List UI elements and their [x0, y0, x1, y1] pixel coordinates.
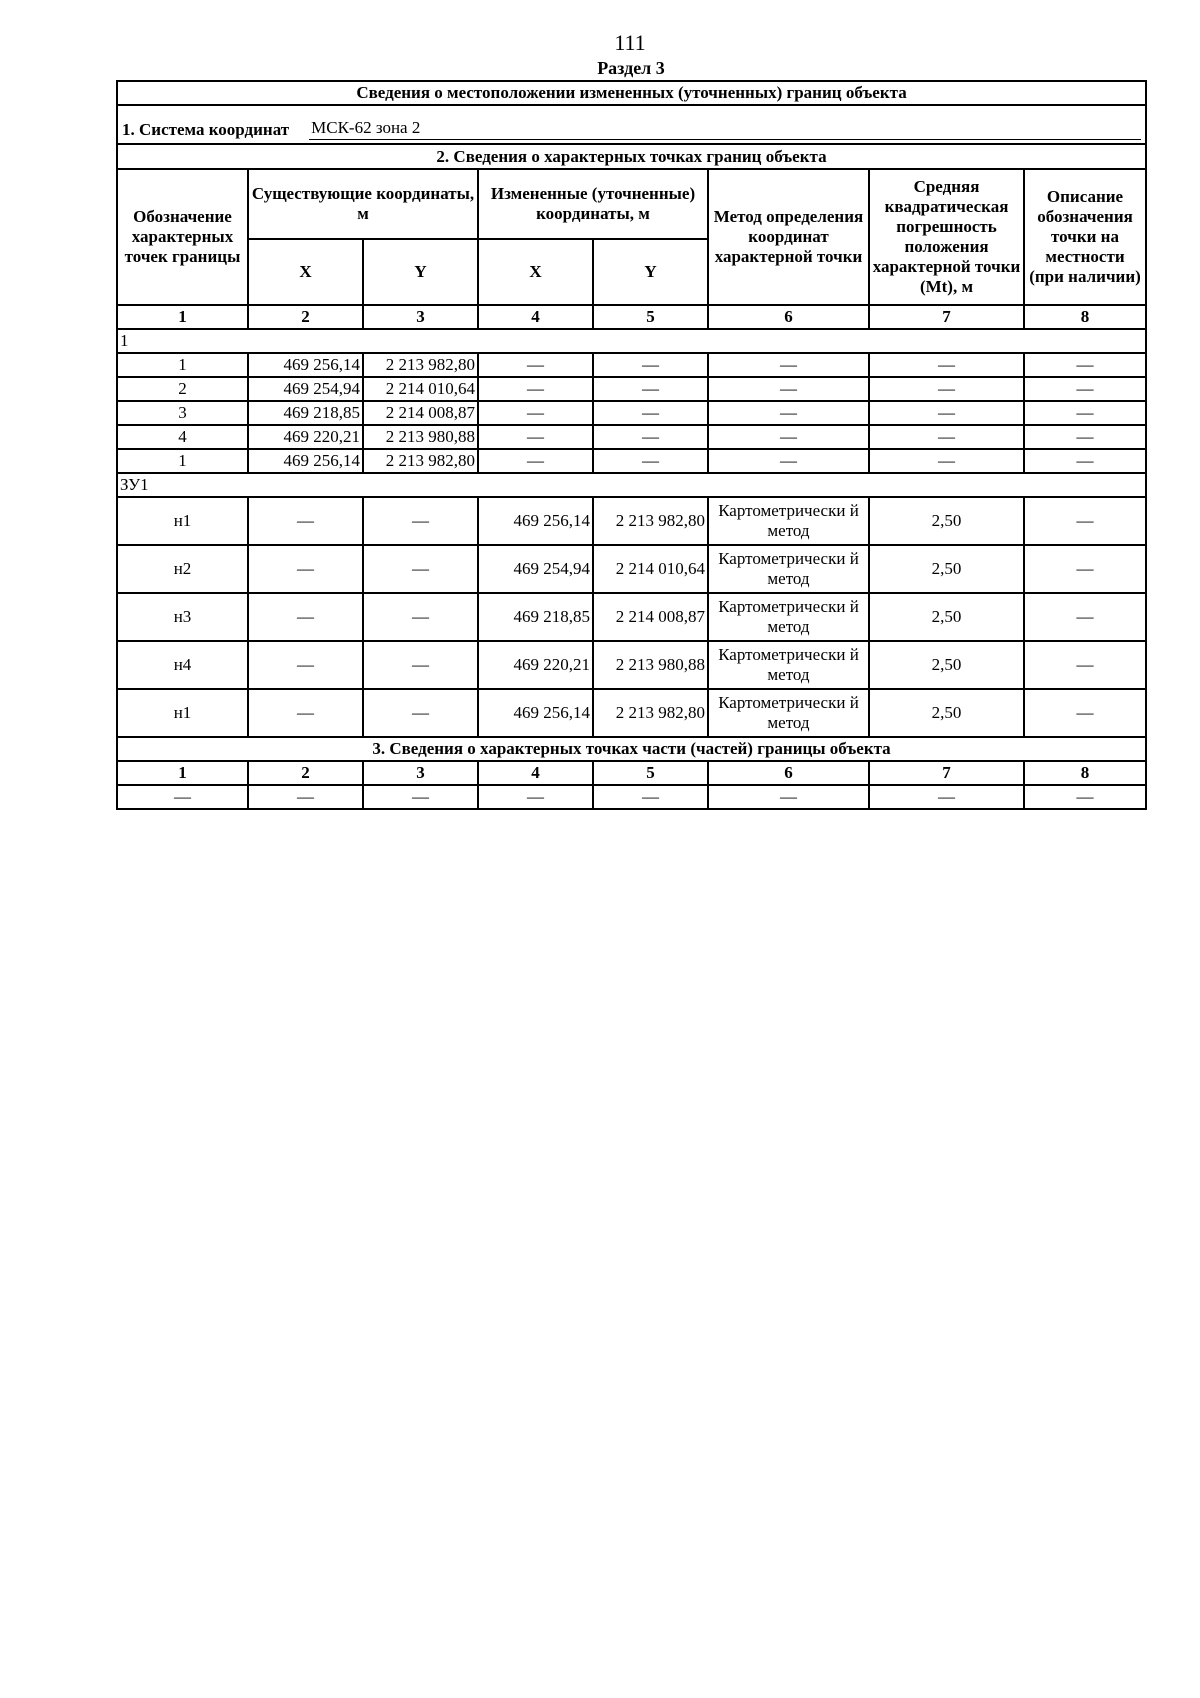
table-cell: 469 256,14	[248, 449, 363, 473]
table-cell: 469 220,21	[248, 425, 363, 449]
coord-system-label: 1. Система координат	[122, 119, 290, 139]
col-number: 1	[117, 761, 248, 785]
table-title: Сведения о местоположении измененных (уточненных) границ объекта	[117, 81, 1146, 105]
table-cell: н1	[117, 689, 248, 737]
header-description: Описание обозначения точки на местности (при наличии)	[1024, 169, 1146, 305]
table-cell: Картометрически й метод	[708, 641, 869, 689]
table-title-row	[117, 81, 1146, 105]
table-cell: 2 214 010,64	[363, 377, 478, 401]
table-cell: —	[1024, 377, 1146, 401]
column-numbers-row	[117, 761, 1146, 785]
table-cell: —	[363, 545, 478, 593]
table-cell: —	[869, 449, 1024, 473]
group-label-row	[117, 329, 1146, 353]
col-number: 8	[1024, 761, 1146, 785]
table-cell: 469 256,14	[478, 497, 593, 545]
table-cell: 1	[117, 353, 248, 377]
table-cell: —	[1024, 449, 1146, 473]
col-number: 2	[248, 305, 363, 329]
table-row	[117, 449, 1146, 473]
subsection2-title-row	[117, 144, 1146, 169]
subsection3-title: 3. Сведения о характерных точках части (частей) границы объекта	[117, 737, 1146, 761]
table-cell: —	[363, 785, 478, 809]
table-cell: н1	[117, 497, 248, 545]
table-cell: —	[248, 497, 363, 545]
table-cell: Картометрически й метод	[708, 689, 869, 737]
boundary-table-wrapper	[116, 80, 1145, 810]
table-cell: —	[478, 785, 593, 809]
group1-label: 1	[117, 329, 1146, 353]
table-row	[117, 425, 1146, 449]
table-cell: —	[708, 353, 869, 377]
table-cell: —	[708, 449, 869, 473]
table-cell: 2 213 982,80	[363, 449, 478, 473]
col-number: 8	[1024, 305, 1146, 329]
header-method: Метод определения координат характерной точки	[708, 169, 869, 305]
table-cell: —	[708, 425, 869, 449]
header-existing-y: Y	[363, 239, 478, 305]
table-cell: 469 254,94	[478, 545, 593, 593]
table-cell: —	[478, 449, 593, 473]
table-cell: —	[593, 785, 708, 809]
table-cell: —	[593, 353, 708, 377]
table-row	[117, 785, 1146, 809]
table-cell: —	[478, 377, 593, 401]
table-cell: 2,50	[869, 545, 1024, 593]
table-cell: —	[708, 785, 869, 809]
col-number: 3	[363, 761, 478, 785]
table-cell: —	[248, 689, 363, 737]
table-cell: 2,50	[869, 593, 1024, 641]
table-cell: 1	[117, 449, 248, 473]
table-cell: 469 220,21	[478, 641, 593, 689]
table-cell: —	[1024, 689, 1146, 737]
table-cell: 2 213 980,88	[593, 641, 708, 689]
table-cell: —	[1024, 593, 1146, 641]
table-cell: —	[869, 353, 1024, 377]
table-cell: —	[593, 425, 708, 449]
table-cell: —	[248, 545, 363, 593]
col-number: 4	[478, 305, 593, 329]
header-existing-coords: Существующие координаты, м	[248, 169, 478, 239]
group2-label: ЗУ1	[117, 473, 1146, 497]
group-label-row	[117, 473, 1146, 497]
col-number: 4	[478, 761, 593, 785]
table-cell: —	[708, 401, 869, 425]
table-cell: Картометрически й метод	[708, 593, 869, 641]
table-cell: 4	[117, 425, 248, 449]
table-row	[117, 497, 1146, 545]
table-cell: 469 256,14	[478, 689, 593, 737]
header-changed-coords: Измененные (уточненные) координаты, м	[478, 169, 708, 239]
table-cell: Картометрически й метод	[708, 497, 869, 545]
table-cell: —	[117, 785, 248, 809]
table-row	[117, 545, 1146, 593]
coord-system-value: МСК-62 зона 2	[309, 117, 1141, 140]
table-cell: —	[1024, 401, 1146, 425]
table-cell: —	[1024, 785, 1146, 809]
table-cell: 2 214 010,64	[593, 545, 708, 593]
table-cell: —	[363, 641, 478, 689]
column-numbers-row	[117, 305, 1146, 329]
section-title: Раздел 3	[597, 58, 665, 78]
table-cell: —	[1024, 545, 1146, 593]
col-number: 1	[117, 305, 248, 329]
table-cell: 2,50	[869, 689, 1024, 737]
header-changed-x: X	[478, 239, 593, 305]
table-cell: 469 218,85	[248, 401, 363, 425]
header-point-designation: Обозначение характерных точек границы	[117, 169, 248, 305]
table-cell: —	[248, 593, 363, 641]
col-number: 2	[248, 761, 363, 785]
table-cell: —	[1024, 425, 1146, 449]
col-number: 5	[593, 761, 708, 785]
header-mean-error: Средняя квадратическая погрешность положения характерной точки (Mt), м	[869, 169, 1024, 305]
table-cell: —	[869, 401, 1024, 425]
header-changed-y: Y	[593, 239, 708, 305]
table-cell: —	[869, 425, 1024, 449]
col-number: 3	[363, 305, 478, 329]
table-cell: 2 213 982,80	[363, 353, 478, 377]
table-cell: 2 214 008,87	[363, 401, 478, 425]
table-cell: —	[478, 401, 593, 425]
col-number: 6	[708, 305, 869, 329]
table-row	[117, 689, 1146, 737]
table-cell: 2,50	[869, 497, 1024, 545]
table-cell: 2 213 982,80	[593, 689, 708, 737]
coord-system-cell	[117, 105, 1146, 144]
table-row	[117, 377, 1146, 401]
col-number: 5	[593, 305, 708, 329]
col-number: 6	[708, 761, 869, 785]
table-cell: 469 254,94	[248, 377, 363, 401]
table-cell: 2	[117, 377, 248, 401]
table-cell: —	[1024, 353, 1146, 377]
table-cell: —	[478, 353, 593, 377]
table-cell: —	[363, 497, 478, 545]
table-cell: 2,50	[869, 641, 1024, 689]
table-row	[117, 401, 1146, 425]
table-cell: —	[248, 641, 363, 689]
page-number: 111	[614, 30, 646, 55]
table-cell: —	[1024, 497, 1146, 545]
subsection2-title: 2. Сведения о характерных точках границ объекта	[117, 144, 1146, 169]
table-cell: 2 213 980,88	[363, 425, 478, 449]
subsection3-title-row	[117, 737, 1146, 761]
table-cell: Картометрически й метод	[708, 545, 869, 593]
table-cell: —	[593, 377, 708, 401]
boundary-table	[116, 80, 1147, 810]
table-cell: —	[708, 377, 869, 401]
table-cell: —	[869, 377, 1024, 401]
table-cell: н2	[117, 545, 248, 593]
table-row	[117, 593, 1146, 641]
table-cell: 469 218,85	[478, 593, 593, 641]
table-cell: н4	[117, 641, 248, 689]
table-cell: —	[248, 785, 363, 809]
table-cell: —	[1024, 641, 1146, 689]
table-cell: —	[593, 401, 708, 425]
table-cell: 2 213 982,80	[593, 497, 708, 545]
table-cell: 469 256,14	[248, 353, 363, 377]
table-cell: —	[478, 425, 593, 449]
table-cell: 2 214 008,87	[593, 593, 708, 641]
header-row-top	[117, 169, 1146, 239]
table-row	[117, 353, 1146, 377]
table-cell: —	[363, 689, 478, 737]
table-cell: —	[363, 593, 478, 641]
coord-system-row	[117, 105, 1146, 144]
table-cell: —	[869, 785, 1024, 809]
table-row	[117, 641, 1146, 689]
table-cell: 3	[117, 401, 248, 425]
table-cell: н3	[117, 593, 248, 641]
header-existing-x: X	[248, 239, 363, 305]
col-number: 7	[869, 761, 1024, 785]
table-cell: —	[593, 449, 708, 473]
col-number: 7	[869, 305, 1024, 329]
